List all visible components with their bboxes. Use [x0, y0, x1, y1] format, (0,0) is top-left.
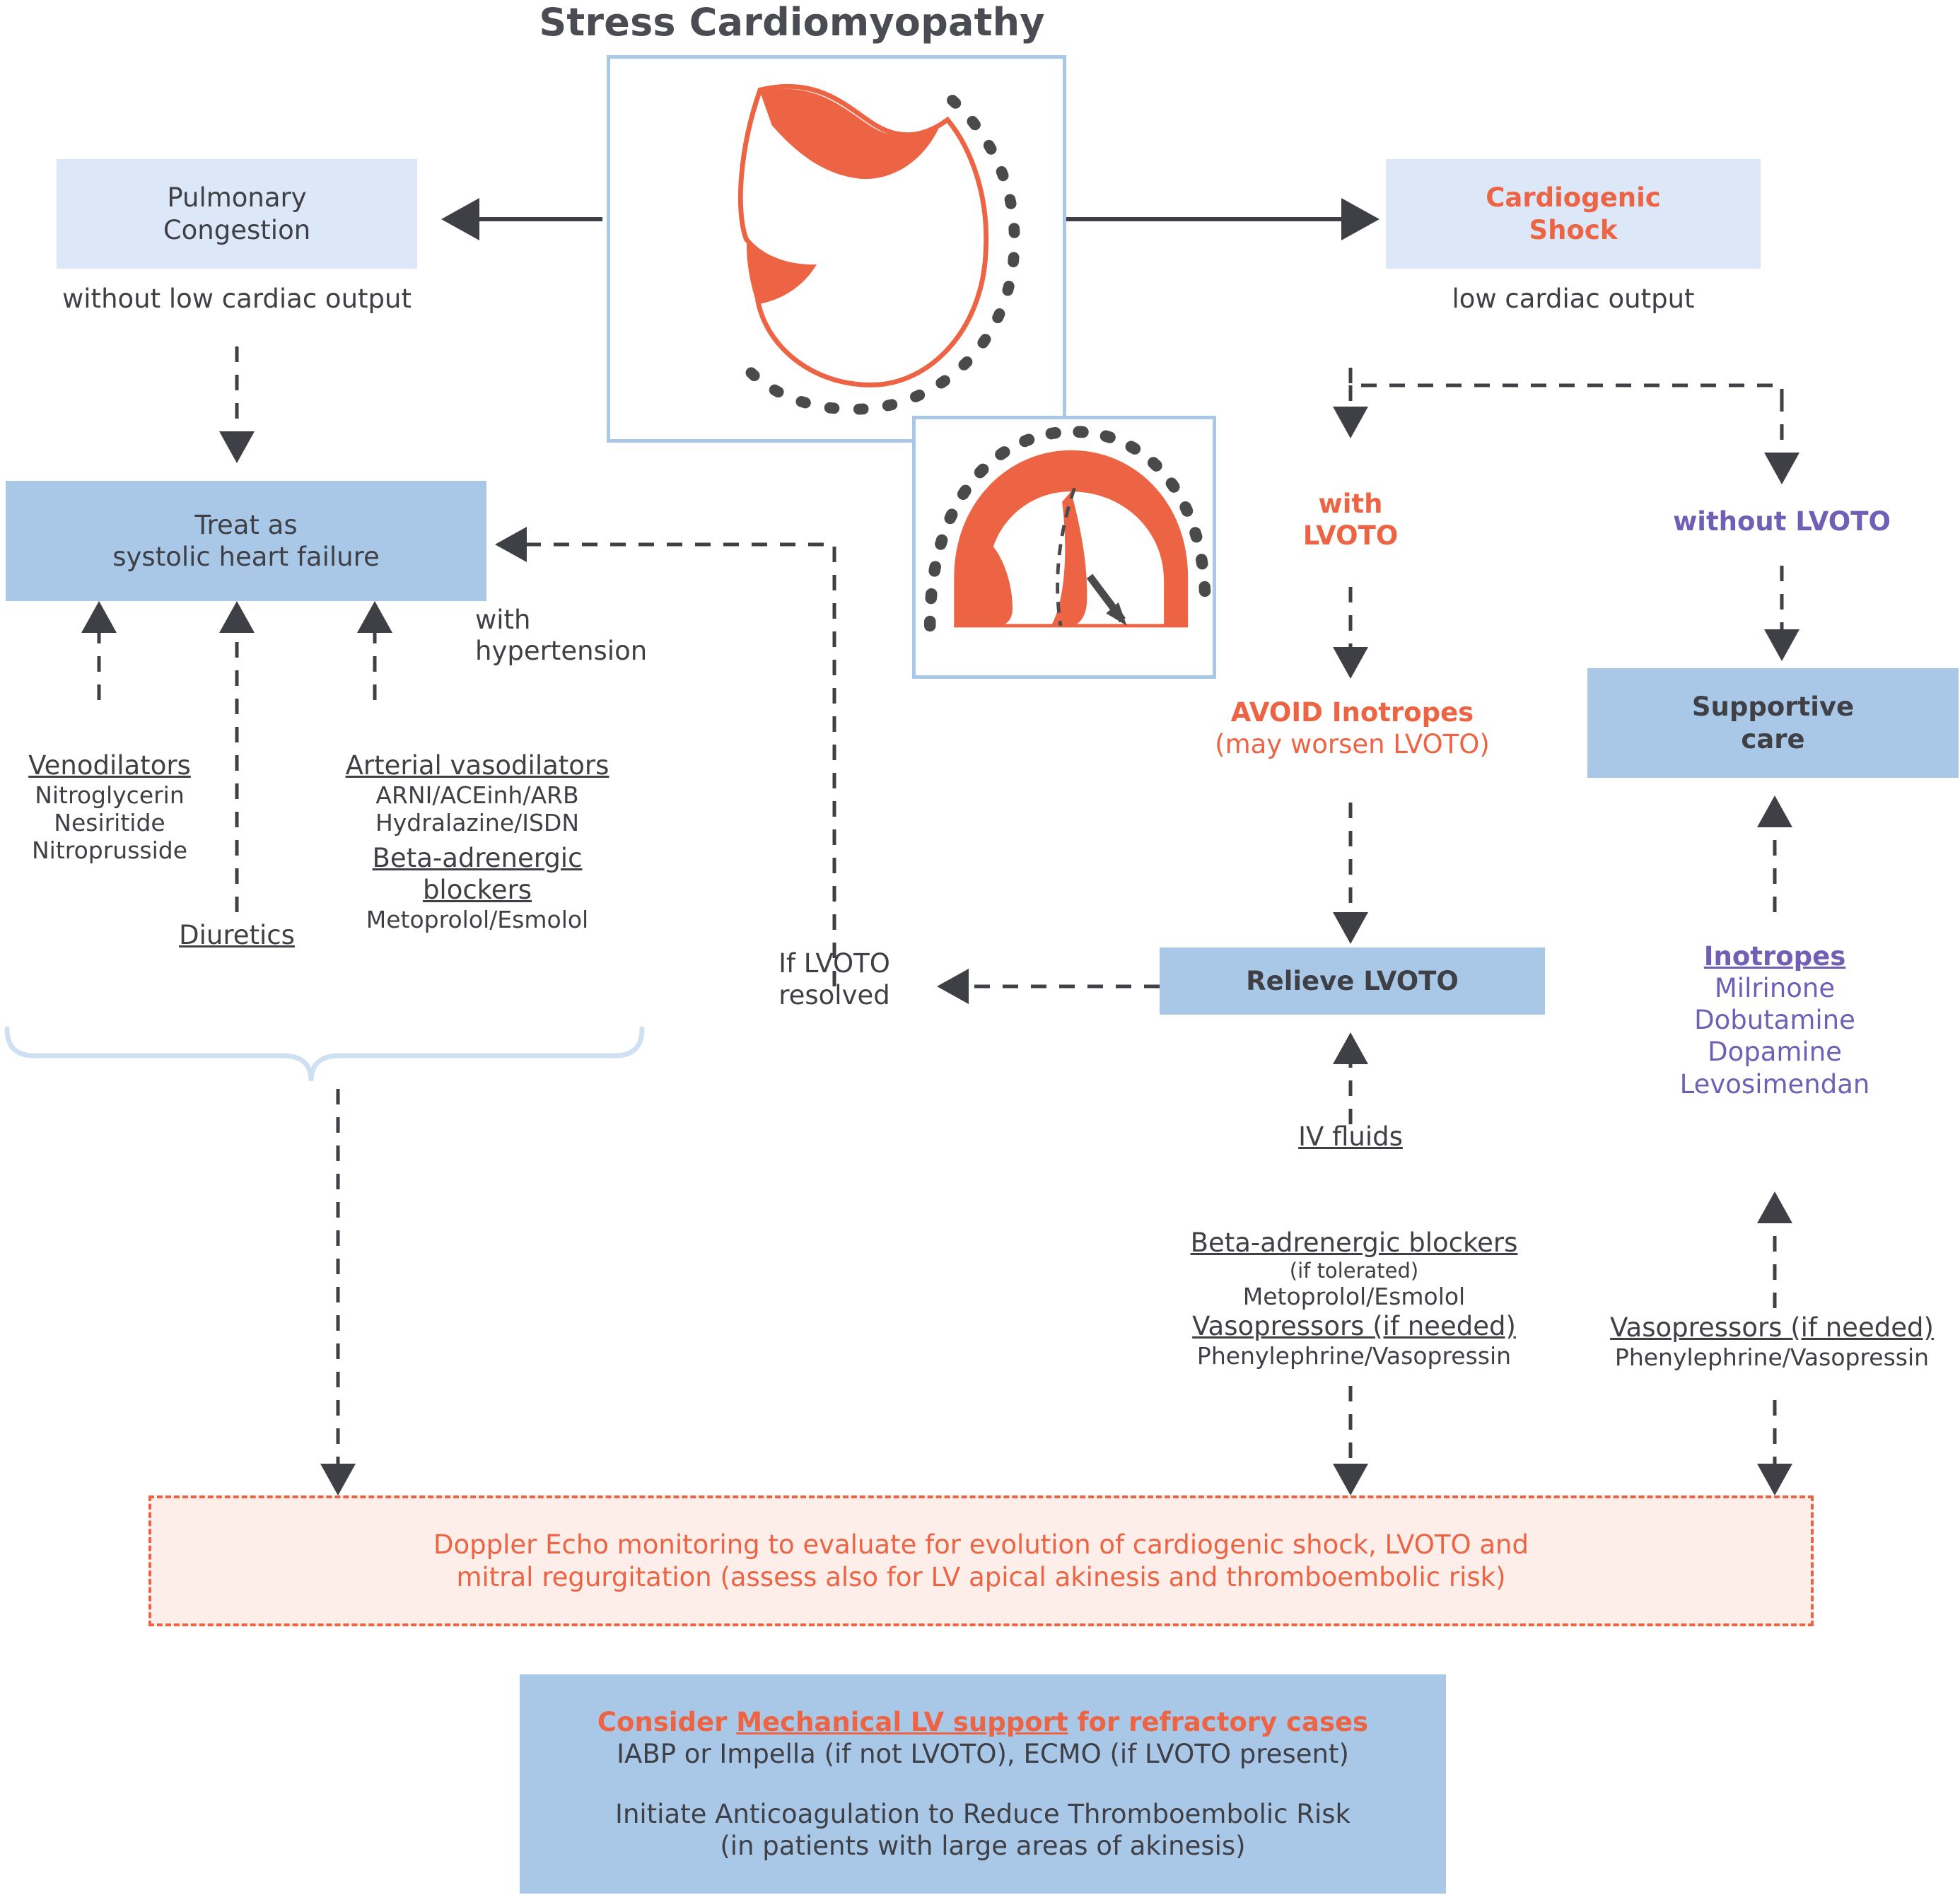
label-if-lvoto-resolved	[725, 948, 944, 1011]
iv-fluids-heading: IV fluids	[1298, 1121, 1403, 1152]
center-beta-blockers-item-0: Metoprolol/Esmolol	[1242, 1283, 1466, 1311]
treat-as-line2: systolic heart failure	[112, 542, 380, 572]
label-low-cardiac-output: low cardiac output	[1452, 284, 1695, 314]
cardiogenic-shock-line2: Shock	[1529, 214, 1618, 245]
label-without-low-cardiac-output: without low cardiac output	[62, 284, 412, 314]
venodilators-item-1: Nesiritide	[54, 809, 165, 837]
supportive-care-line1: Supportive	[1691, 692, 1855, 723]
inotropes-item-3: Levosimendan	[1679, 1068, 1870, 1100]
beta-blockers-item-0: Metoprolol/Esmolol	[366, 906, 589, 934]
center-beta-blockers-heading: Beta-adrenergic blockers	[1190, 1228, 1518, 1258]
right-vasopressors-group	[1584, 1312, 1960, 1371]
monitoring-line1: Doppler Echo monitoring to evaluate for evolution of cardiogenic shock, LVOTO and	[433, 1529, 1529, 1561]
inotropes-item-1: Dobutamine	[1694, 1005, 1855, 1036]
center-vasopressors-item-0: Phenylephrine/Vasopressin	[1196, 1342, 1512, 1370]
beta-blockers-heading-line1: Beta-adrenergic	[372, 843, 583, 874]
center-beta-blockers-note: (if tolerated)	[1289, 1259, 1419, 1283]
right-vasopressors-heading: Vasopressors (if needed)	[1610, 1312, 1934, 1343]
avoid-inotropes-line1: AVOID Inotropes	[1230, 697, 1474, 728]
right-vasopressors-item-0: Phenylephrine/Vasopressin	[1614, 1343, 1930, 1372]
bottom-line1-pre: Consider	[597, 1706, 737, 1737]
if-lvoto-resolved-line1: If LVOTO	[778, 948, 890, 979]
bottom-line4: (in patients with large areas of akinesis)	[720, 1831, 1246, 1862]
center-drugs-group	[1145, 1227, 1563, 1370]
heart-lvoto-icon	[912, 416, 1216, 679]
inotropes-heading: Inotropes	[1703, 941, 1846, 972]
node-relieve-lvoto[interactable]: Relieve LVOTO	[1160, 948, 1545, 1015]
arterial-vasodilators-group	[311, 750, 643, 933]
arterial-vasodilators-heading: Arterial vasodilators	[345, 750, 609, 781]
label-avoid-inotropes	[1160, 696, 1545, 760]
node-pulmonary-congestion[interactable]	[57, 159, 417, 269]
venodilators-item-0: Nitroglycerin	[35, 781, 185, 810]
pulmonary-congestion-line1: Pulmonary	[167, 182, 307, 214]
inotropes-item-2: Dopamine	[1708, 1037, 1842, 1068]
label-without-lvoto: without LVOTO	[1673, 506, 1891, 537]
beta-blockers-heading-line2: blockers	[422, 875, 532, 906]
cardiogenic-shock-line1: Cardiogenic	[1486, 182, 1661, 214]
avoid-inotropes-line2: (may worsen LVOTO)	[1215, 729, 1490, 760]
bottom-line1	[520, 1706, 1446, 1738]
pulmonary-congestion-line2: Congestion	[163, 214, 311, 245]
with-lvoto-line1: with	[1318, 489, 1383, 519]
venodilators-heading: Venodilators	[28, 750, 191, 781]
with-hypertension-line2: hypertension	[475, 636, 648, 667]
node-supportive-care[interactable]	[1587, 668, 1959, 778]
page-title: Stress Cardiomyopathy	[539, 0, 1045, 45]
bottom-line2: IABP or Impella (if not LVOTO), ECMO (if LVOTO present)	[617, 1738, 1349, 1769]
inotropes-group	[1591, 940, 1959, 1100]
bottom-spacer	[520, 1770, 1446, 1798]
node-treat-as-systolic-heart-failure[interactable]	[6, 481, 486, 601]
diuretics-heading: Diuretics	[179, 920, 295, 950]
label-with-lvoto	[1230, 488, 1471, 552]
monitoring-line2: mitral regurgitation (assess also for LV apical akinesis and thromboembolic risk)	[456, 1561, 1506, 1592]
with-hypertension-line1: with	[475, 605, 531, 635]
node-mechanical-support[interactable]	[520, 1674, 1446, 1894]
venodilators-item-2: Nitroprusside	[31, 836, 188, 865]
with-lvoto-line2: LVOTO	[1302, 520, 1399, 552]
node-doppler-echo-monitoring[interactable]	[148, 1495, 1814, 1626]
arterial-item-0: ARNI/ACEinh/ARB	[375, 781, 579, 810]
bottom-line1-underline: Mechanical LV support	[736, 1706, 1068, 1737]
venodilators-group	[0, 750, 219, 864]
heart-apical-ballooning-icon	[607, 55, 1066, 443]
supportive-care-line2: care	[1741, 723, 1805, 754]
bottom-line1-post: for refractory cases	[1068, 1706, 1369, 1737]
treat-as-line1: Treat as	[194, 509, 298, 540]
arterial-item-1: Hydralazine/ISDN	[375, 809, 580, 837]
node-cardiogenic-shock[interactable]	[1386, 159, 1761, 269]
bottom-line3: Initiate Anticoagulation to Reduce Thromboembolic Risk	[615, 1799, 1351, 1829]
if-lvoto-resolved-line2: resolved	[778, 980, 890, 1011]
center-vasopressors-heading: Vasopressors (if needed)	[1192, 1311, 1516, 1342]
label-with-hypertension	[475, 605, 701, 667]
inotropes-item-0: Milrinone	[1714, 973, 1836, 1004]
